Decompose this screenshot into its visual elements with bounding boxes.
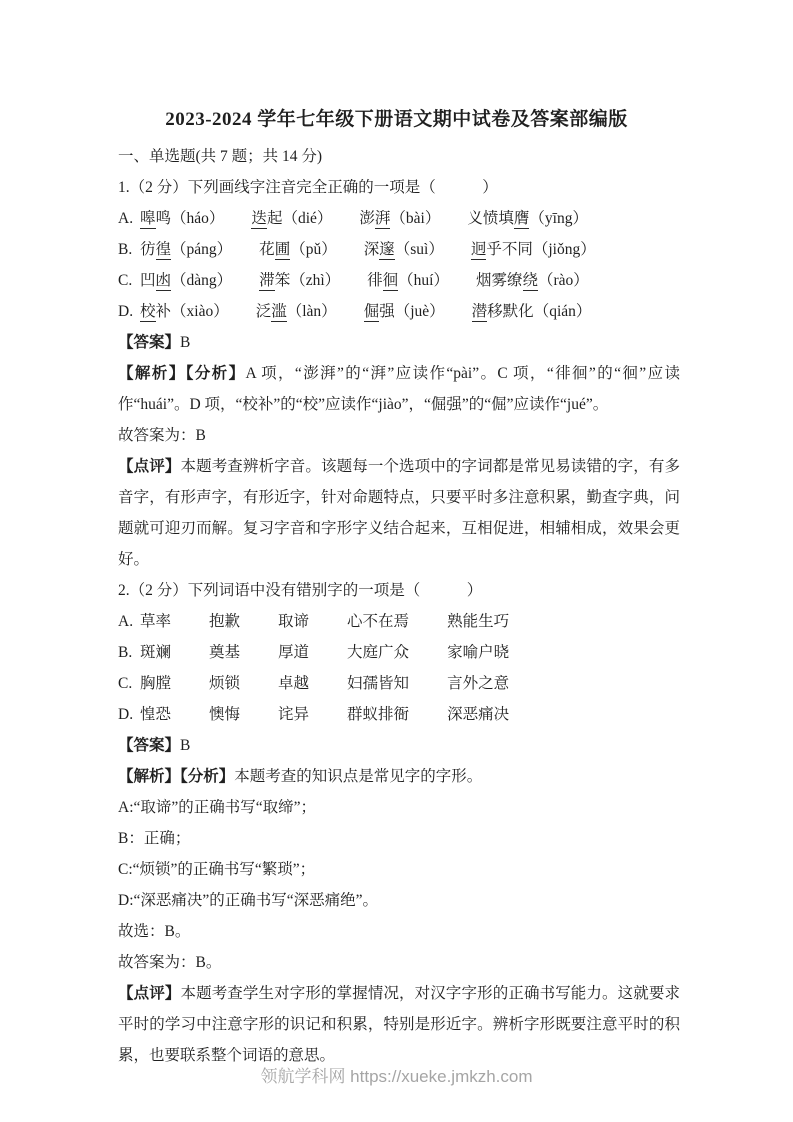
pinyin-annotation: （yīng） <box>529 210 588 227</box>
analysis-paragraph: 【解析】【分析】A 项，“澎湃”的“湃”应读作“pài”。C 项，“徘徊”的“徊”应读作“huái”。D 项，“校补”的“校”应读作“jiào”，“倔强”的“倔”应读作“jué”。 <box>118 365 680 413</box>
text-line: 故选：B。 <box>118 923 191 940</box>
option-row <box>118 606 680 637</box>
answer-line: 【答案】B <box>118 334 191 351</box>
option-words <box>140 606 509 637</box>
option-row <box>118 637 680 668</box>
option-word: 群蚁排衙 <box>347 706 410 723</box>
bracket-tag: 【点评】 <box>118 458 181 475</box>
text-line: D:“深恶痛决”的正确书写“深恶痛绝”。 <box>118 892 379 909</box>
option-word: 言外之意 <box>447 675 510 692</box>
option-words <box>140 668 509 699</box>
underlined-char: 徨 <box>155 241 172 258</box>
pinyin-annotation: （qián） <box>533 303 592 320</box>
option-word: 诧异 <box>278 706 310 723</box>
option-word: 校补（xiào） <box>140 303 229 320</box>
answer-line: 【答案】B <box>118 737 191 754</box>
option-word: 嗥鸣（háo） <box>140 210 225 227</box>
underlined-char: 凼 <box>155 272 172 289</box>
text-line: 故答案为：B <box>118 427 206 444</box>
bracket-tag: 【点评】 <box>118 985 181 1002</box>
bracket-tag: 【答案】 <box>118 334 181 351</box>
option-word: 彷徨（páng） <box>140 241 233 258</box>
bracket-tag: 【分析】 <box>180 768 235 785</box>
underlined-char: 圃 <box>274 241 291 258</box>
pinyin-annotation: （xiào） <box>171 303 229 320</box>
option-label: C. <box>118 675 133 692</box>
pinyin-annotation: （suì） <box>394 241 444 258</box>
pinyin-annotation: （zhì） <box>290 272 341 289</box>
underlined-char: 迭 <box>251 210 267 227</box>
option-words <box>140 265 589 296</box>
option-word: 奠基 <box>209 644 241 661</box>
option-word: 烟雾缭绕（rào） <box>475 272 589 289</box>
option-row <box>118 203 680 234</box>
option-word: 深恶痛决 <box>447 706 510 723</box>
option-word: 厚道 <box>278 644 310 661</box>
document-content <box>118 141 680 1071</box>
option-word: 惶恐 <box>140 706 172 723</box>
pinyin-annotation: （juè） <box>394 303 445 320</box>
option-word: 深邃（suì） <box>363 241 444 258</box>
option-word: 心不在焉 <box>347 613 410 630</box>
page-title: 2023-2024 学年七年级下册语文期中试卷及答案部编版 <box>165 109 628 130</box>
option-row <box>118 699 680 730</box>
option-word: 凹凼（dàng） <box>140 272 233 289</box>
option-word: 草率 <box>140 613 172 630</box>
question-stem: 2.（2 分）下列词语中没有错别字的一项是（ ） <box>118 582 483 599</box>
option-label: B. <box>118 241 133 258</box>
option-word: 泛滥（làn） <box>255 303 337 320</box>
pinyin-annotation: （páng） <box>171 241 233 258</box>
option-words <box>140 699 509 730</box>
option-word: 滞笨（zhì） <box>259 272 341 289</box>
option-words <box>140 296 591 327</box>
option-label: B. <box>118 644 133 661</box>
underlined-char: 迥 <box>470 241 487 258</box>
underlined-char: 湃 <box>374 210 391 227</box>
option-word: 澎湃（bài） <box>359 210 441 227</box>
underlined-char: 潜 <box>471 303 488 320</box>
option-word: 抱歉 <box>209 613 241 630</box>
option-word: 斑斓 <box>140 644 172 661</box>
option-label: D. <box>118 706 134 723</box>
text-line: 故答案为：B。 <box>118 954 222 971</box>
bracket-tag: 【答案】 <box>118 737 181 754</box>
pinyin-annotation: （huí） <box>398 272 449 289</box>
option-label: A. <box>118 210 134 227</box>
option-word: 迥乎不同（jiǒng） <box>470 241 596 258</box>
option-label: C. <box>118 272 133 289</box>
bracket-tag: 【解析】 <box>118 768 181 785</box>
pinyin-annotation: （rào） <box>538 272 589 289</box>
option-row <box>118 265 680 296</box>
footer-text: 领航学科网 https://xueke.jmkzh.com <box>260 1067 533 1086</box>
underlined-char: 绕 <box>522 272 539 289</box>
underlined-char: 邃 <box>379 241 395 258</box>
option-word: 取谛 <box>278 613 310 630</box>
pinyin-annotation: （pǔ） <box>290 241 337 258</box>
option-word: 倔强（juè） <box>363 303 445 320</box>
questions-container <box>118 172 680 1071</box>
option-row <box>118 296 680 327</box>
option-words <box>140 637 509 668</box>
underlined-char: 倔 <box>363 303 380 320</box>
option-word: 迭起（dié） <box>251 210 333 227</box>
option-label: D. <box>118 303 134 320</box>
underlined-char: 嗥 <box>140 210 156 227</box>
option-word: 大庭广众 <box>347 644 410 661</box>
pinyin-annotation: （dàng） <box>171 272 233 289</box>
option-words <box>140 234 596 265</box>
question-stem: 1.（2 分）下列画线字注音完全正确的一项是（ ） <box>118 179 498 196</box>
option-word: 义愤填膺（yīng） <box>467 210 588 227</box>
pinyin-annotation: （háo） <box>171 210 225 227</box>
underlined-char: 滥 <box>271 303 287 320</box>
analysis-paragraph: 【解析】【分析】本题考查的知识点是常见字的字形。 <box>118 768 483 785</box>
footer-watermark <box>0 1064 793 1090</box>
comment-paragraph: 【点评】本题考查学生对字形的掌握情况，对汉字字形的正确书写能力。这就要求平时的学习中注意字形的识记和积累，特别是形近字。辨析字形既要注意平时的积累，也要联系整个词语的意思。 <box>118 985 680 1064</box>
section-heading: 一、单选题(共 7 题；共 14 分) <box>118 148 323 165</box>
option-word: 懊悔 <box>209 706 241 723</box>
option-word: 家喻户晓 <box>447 644 510 661</box>
pinyin-annotation: （jiǒng） <box>532 241 596 258</box>
option-word: 卓越 <box>278 675 310 692</box>
underlined-char: 滞 <box>259 272 275 289</box>
option-word: 花圃（pǔ） <box>259 241 337 258</box>
underlined-char: 校 <box>140 303 156 320</box>
comment-paragraph: 【点评】本题考查辨析字音。该题每一个选项中的字词都是常见易读错的字，有多音字，有形声字，有形近字，针对命题特点，只要平时多注意积累，勤查字典，问题就可迎刃而解。复习字音和字形字义结合起来，互相促进，相辅相成，效果会更好。 <box>118 458 680 568</box>
option-word: 烦锁 <box>209 675 241 692</box>
bracket-tag: 【分析】 <box>185 365 246 382</box>
pinyin-annotation: （bài） <box>390 210 441 227</box>
option-row <box>118 234 680 265</box>
option-word: 胸膛 <box>140 675 172 692</box>
text-line: C:“烦锁”的正确书写“繁琐”； <box>118 861 316 878</box>
pinyin-annotation: （làn） <box>286 303 337 320</box>
option-word: 妇孺皆知 <box>347 675 410 692</box>
option-word: 熟能生巧 <box>447 613 510 630</box>
text-line: A:“取谛”的正确书写“取缔”； <box>118 799 317 816</box>
option-word: 潜移默化（qián） <box>471 303 592 320</box>
option-words <box>140 203 588 234</box>
underlined-char: 膺 <box>513 210 530 227</box>
pinyin-annotation: （dié） <box>282 210 333 227</box>
text-line: B：正确； <box>118 830 191 847</box>
bracket-tag: 【解析】 <box>118 365 186 382</box>
option-row <box>118 668 680 699</box>
option-label: A. <box>118 613 134 630</box>
underlined-char: 徊 <box>382 272 399 289</box>
option-word: 徘徊（huí） <box>367 272 449 289</box>
